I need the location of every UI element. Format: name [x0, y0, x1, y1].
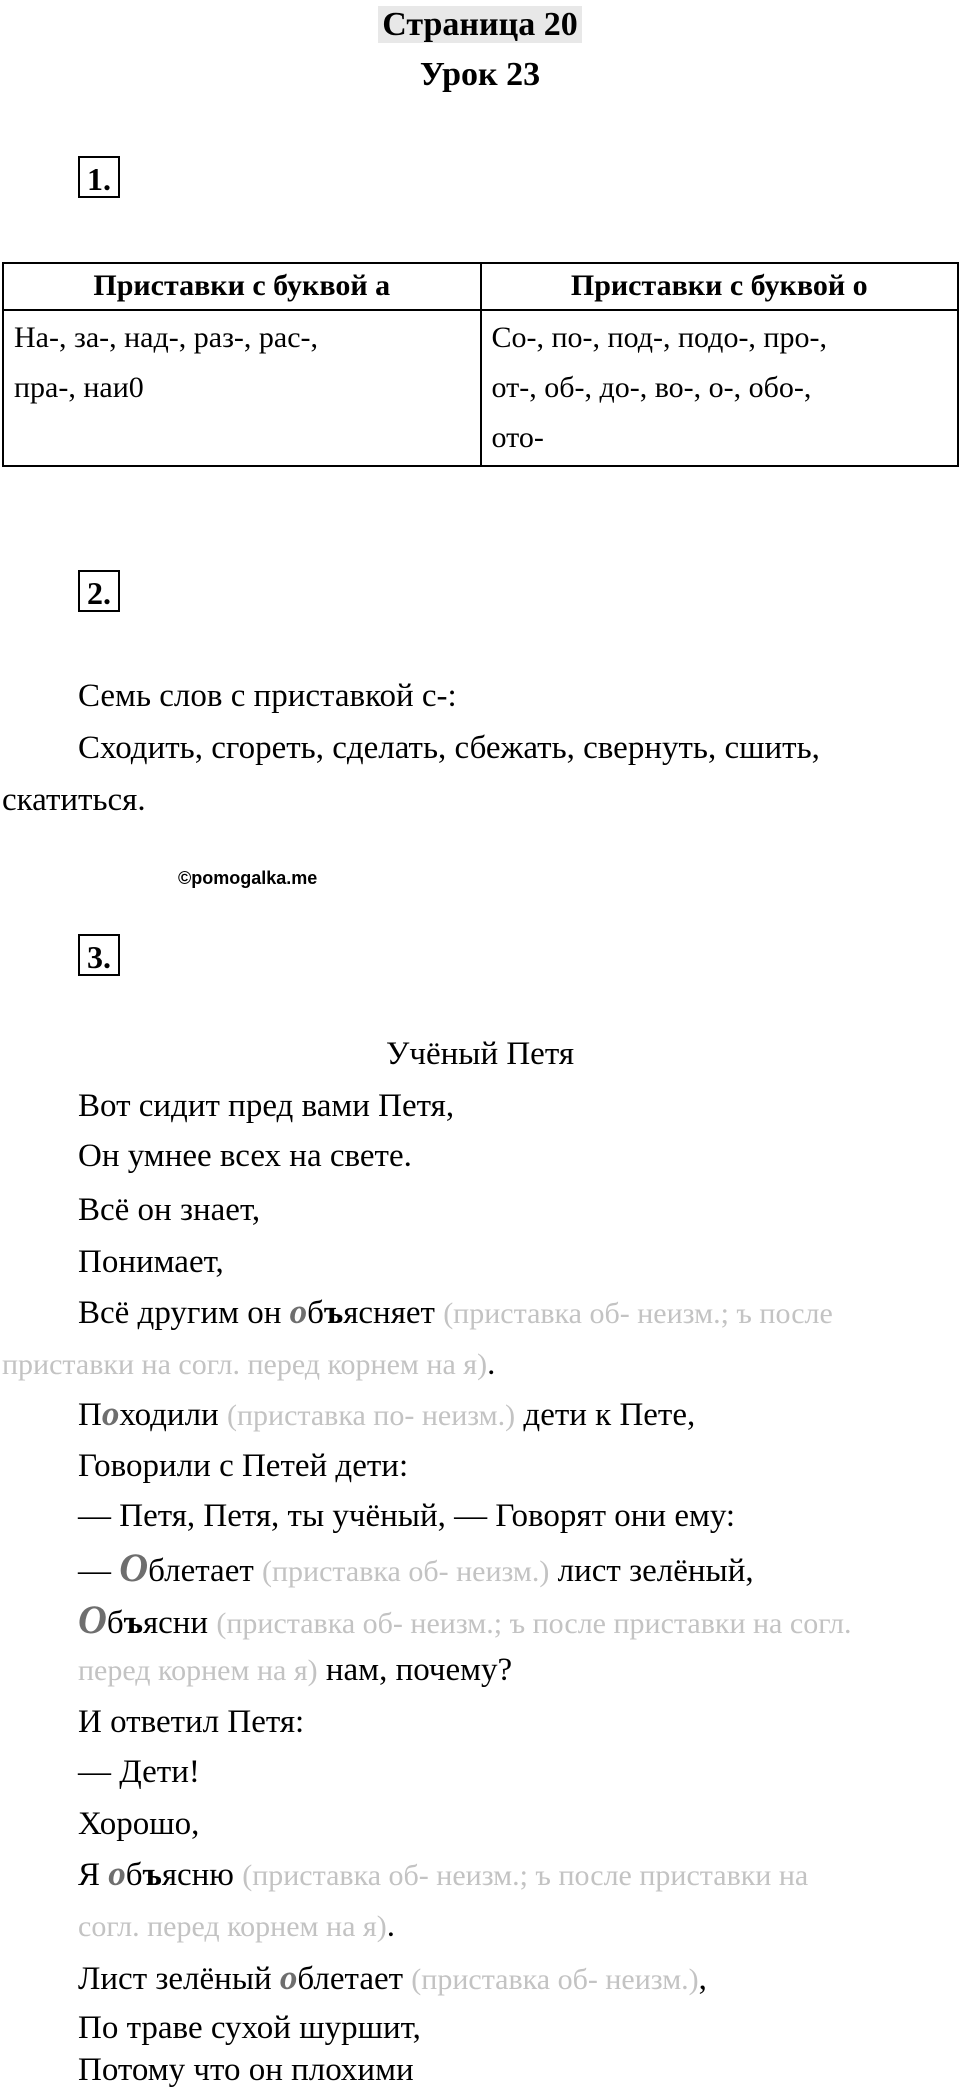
- grammar-note: (приставка об- неизм.; ъ после приставки на: [242, 1859, 809, 1892]
- hard-sign-highlight: ъ: [123, 1605, 143, 1641]
- poem-line: Я объясню (приставка об- неизм.; ъ после приставки на: [78, 1854, 809, 1893]
- poem-line: Вот сидит пред вами Петя,: [78, 1088, 455, 1124]
- poem-title: Учёный Петя: [386, 1036, 574, 1072]
- hard-sign-highlight: ъ: [142, 1857, 162, 1893]
- poem-line: По траве сухой шуршит,: [78, 2010, 421, 2046]
- task-number-2: 2.: [78, 570, 120, 612]
- prefix-highlight: О: [78, 1597, 107, 1642]
- prefix-highlight: о: [289, 1292, 308, 1331]
- poem-line: перед корнем на я) нам, почему?: [78, 1652, 513, 1688]
- grammar-note: согл. перед корнем на я): [78, 1910, 387, 1943]
- task2-words-line2: скатиться.: [2, 782, 146, 818]
- watermark: ©pomogalka.me: [178, 868, 318, 888]
- grammar-note: перед корнем на я): [78, 1654, 318, 1687]
- poem-line: Всё он знает,: [78, 1192, 261, 1228]
- prefix-highlight: О: [119, 1545, 149, 1590]
- poem-line: Говорили с Петей дети:: [78, 1448, 409, 1484]
- column-header-a: Приставки с буквой а: [3, 263, 481, 310]
- task2-intro: Семь слов с приставкой с-:: [78, 678, 457, 714]
- prefix-highlight: о: [108, 1854, 126, 1893]
- grammar-note: приставки на согл. перед корнем на я): [2, 1348, 488, 1381]
- cell-prefixes-a: На-, за-, над-, раз-, рас-, пра-, наи0: [3, 310, 481, 466]
- hard-sign-highlight: ъ: [323, 1295, 344, 1331]
- poem-line: Потому что он плохими: [78, 2052, 414, 2088]
- task2-words-line1: Сходить, сгореть, сделать, сбежать, свернуть, сшить,: [78, 730, 820, 766]
- poem-line: Лист зелёный облетает (приставка об- неизм.),: [78, 1958, 707, 1997]
- poem-line: — Облетает (приставка об- неизм.) лист зелёный,: [78, 1545, 754, 1590]
- poem-line: Он умнее всех на свете.: [78, 1138, 412, 1174]
- prefix-highlight: о: [101, 1394, 120, 1433]
- lesson-heading: Урок 23: [419, 56, 541, 93]
- poem-line: Хорошо,: [78, 1806, 200, 1842]
- prefix-highlight: о: [279, 1958, 298, 1997]
- task-number-3: 3.: [78, 934, 120, 976]
- prefix-table: [2, 262, 959, 467]
- poem-line: Понимает,: [78, 1244, 224, 1280]
- poem-line: И ответил Петя:: [78, 1704, 305, 1740]
- page-heading: Страница 20: [0, 4, 960, 46]
- poem-line: Походили (приставка по- неизм.) дети к Пете,: [78, 1394, 696, 1433]
- grammar-note: (приставка по- неизм.): [226, 1399, 516, 1432]
- task-number-1: 1.: [78, 156, 120, 198]
- poem-line: Всё другим он объясняет (приставка об- неизм.; ъ после: [78, 1292, 833, 1331]
- grammar-note: (приставка об- неизм.): [262, 1555, 550, 1588]
- poem-line: согл. перед корнем на я).: [78, 1908, 395, 1944]
- grammar-note: (приставка об- неизм.; ъ после: [443, 1297, 833, 1330]
- grammar-note: (приставка об- неизм.): [411, 1963, 699, 1996]
- poem-line: — Петя, Петя, ты учёный, — Говорят они ему:: [78, 1498, 736, 1534]
- column-header-o: Приставки с буквой о: [481, 263, 959, 310]
- grammar-note: (приставка об- неизм.; ъ после приставки на согл.: [216, 1607, 852, 1640]
- cell-prefixes-o: Со-, по-, под-, подо-, про-, от-, об-, до-, во-, о-, обо-, ото-: [481, 310, 959, 466]
- poem-line: приставки на согл. перед корнем на я).: [2, 1346, 496, 1382]
- poem-line: — Дети!: [78, 1754, 200, 1790]
- poem-line: Объясни (приставка об- неизм.; ъ после приставки на согл.: [78, 1597, 852, 1642]
